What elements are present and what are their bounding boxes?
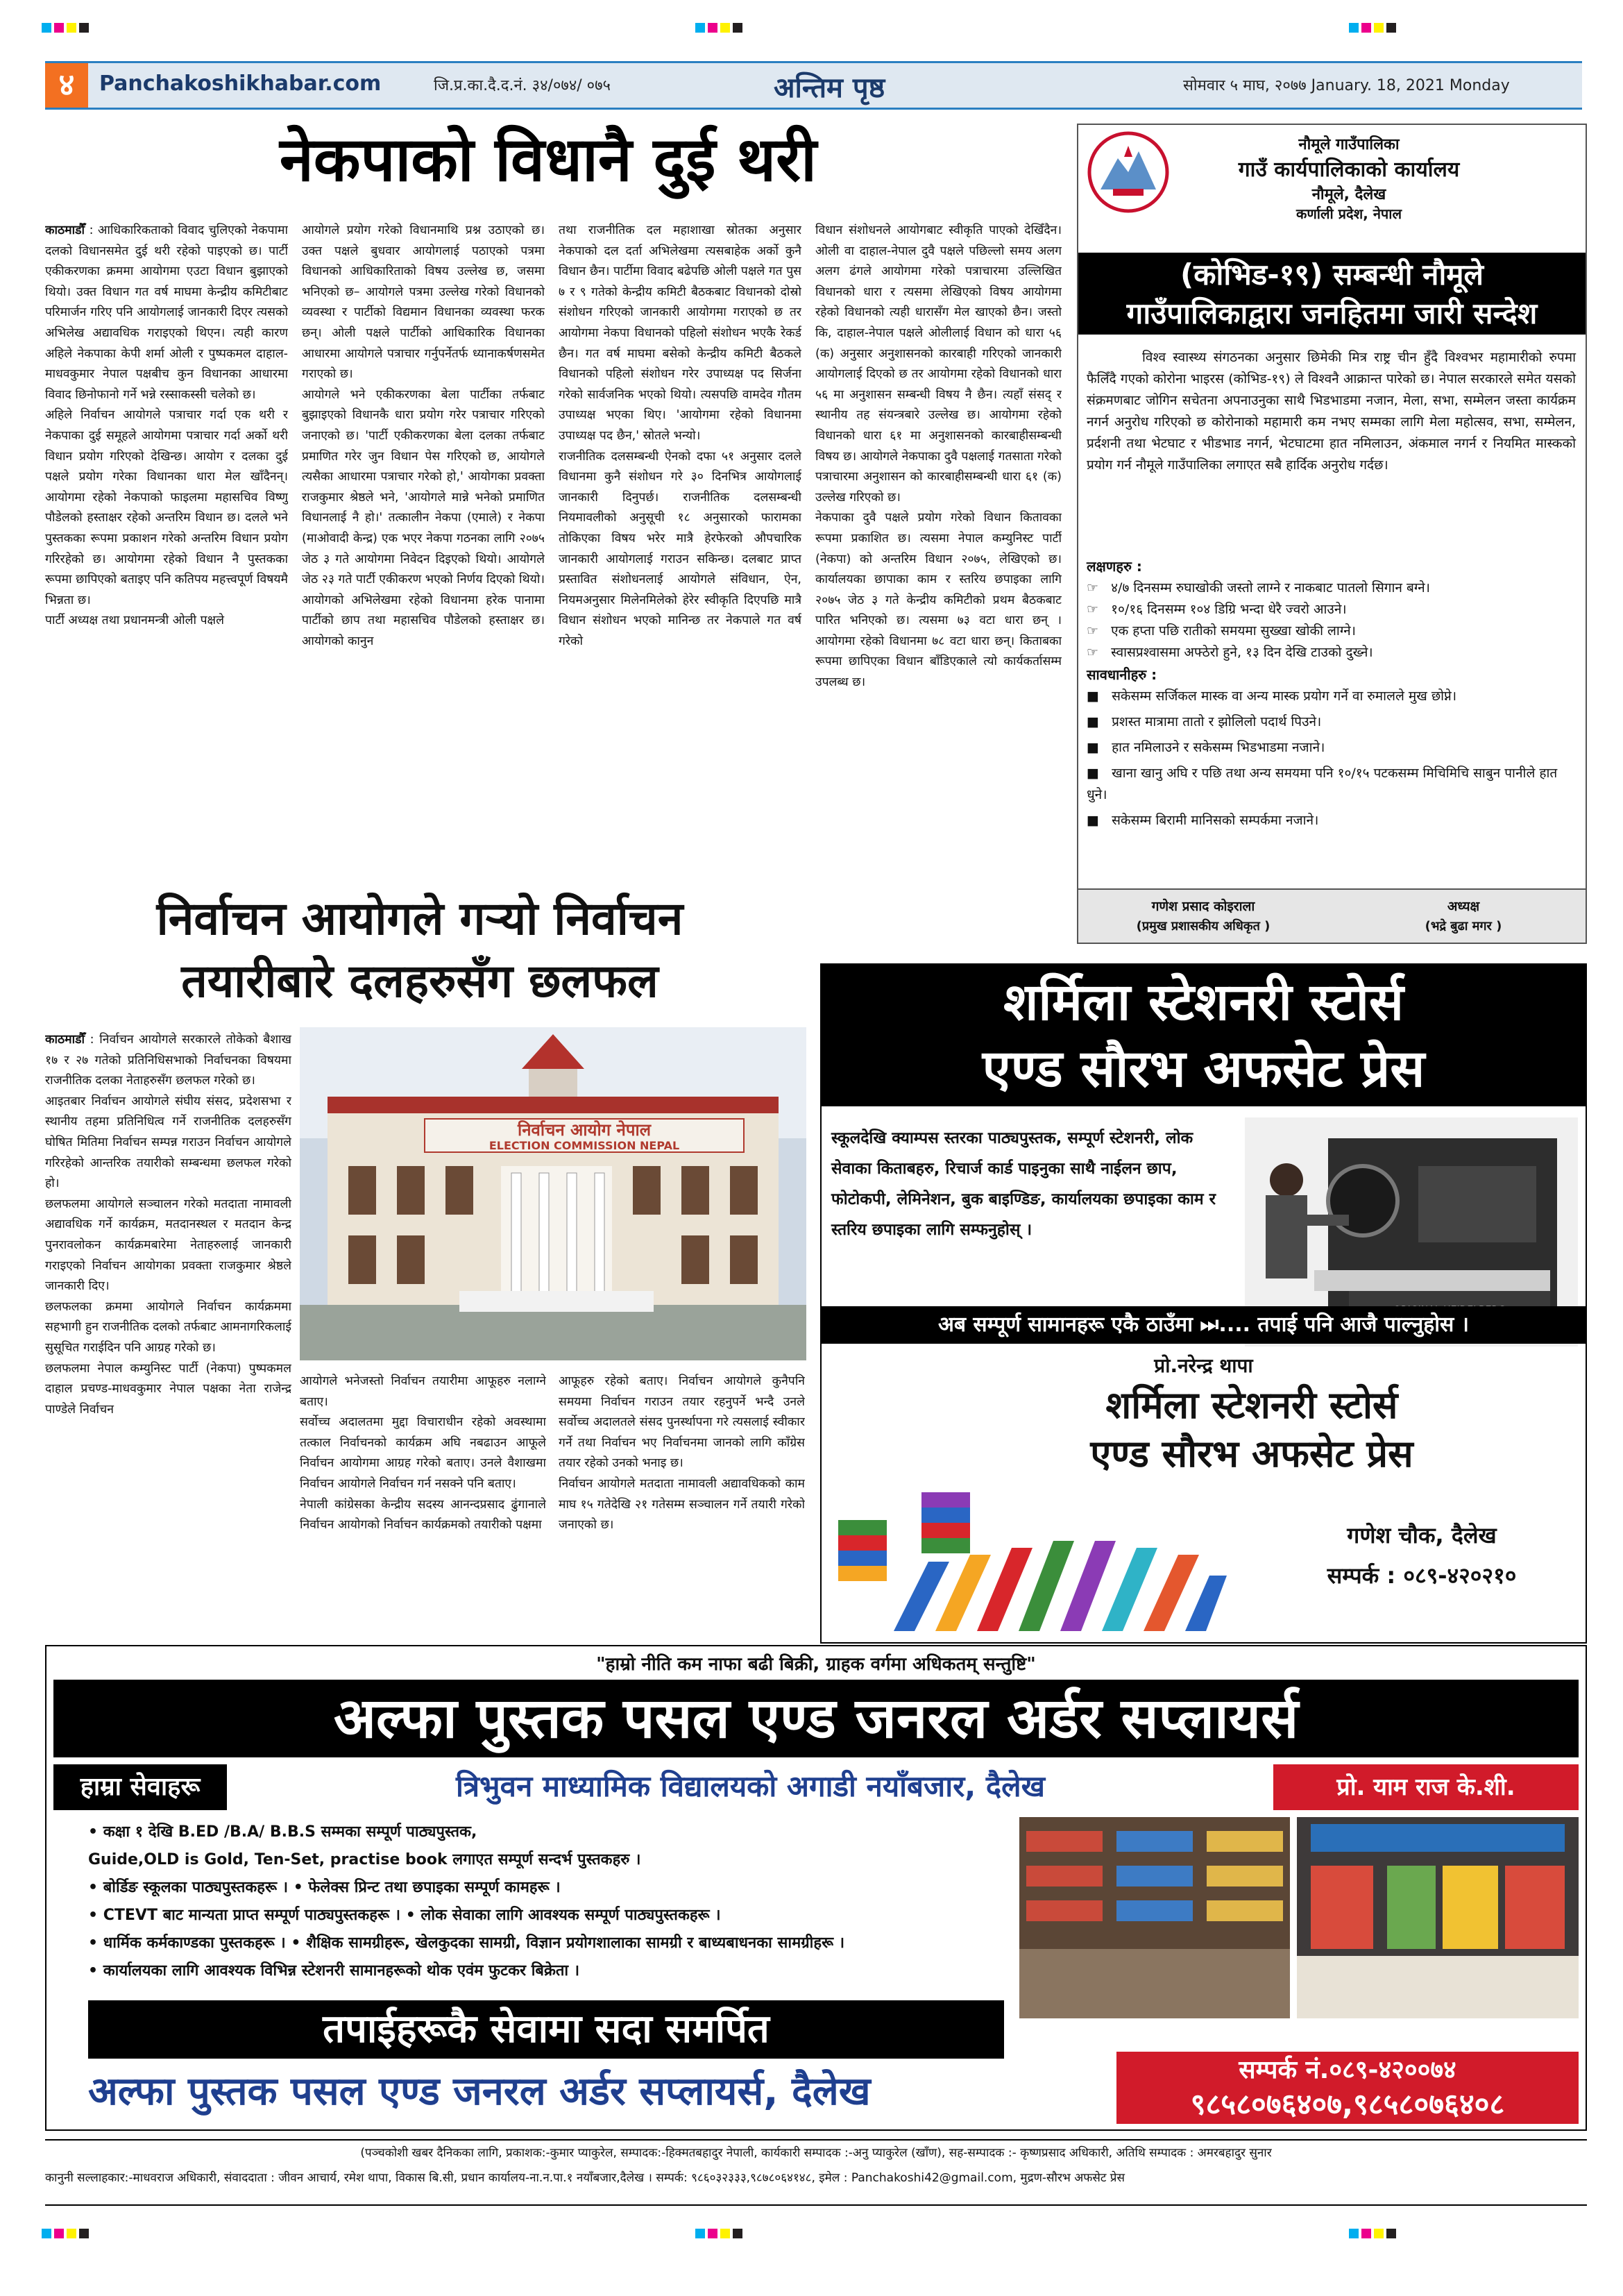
- registration-number: जि.प्र.का.दै.द.नं. ३४/०७४/ ०७५: [434, 77, 611, 94]
- article2-col1-text: काठमाडौँ : निर्वाचन आयोगले सरकारले तोकेको बैशाख १७ र २७ गतेको प्रतिनिधिसभाको निर्वाचनका विषयमा राजनीतिक दलका नेताहरुसँग छलफल गरेको छ। आइतबार निर्वाचन आयोगले संघीय संसद, प्रदेशसभा र स्थानीय तहमा प्रतिनिधित्व गर्ने राजनीतिक दलहरुसँग घोषित मितिमा निर्वाचन सम्पन्न गराउन निर्वाचन आयोगले गरिरहेको आन्तरिक तयारीको सम्बन्धमा छलफल गरेको हो। छलफलमा आयोगले सञ्चालन गरेको मतदाता नामावली अद्यावधिक गर्ने कार्यक्रम, मतदानस्थल र मतदान केन्द्र पुनरावलोकन कार्यक्रमबारेमा नेताहरुलाई जानकारी गराइएको निर्वाचन आयोगका प्रवक्ता राजकुमार श्रेष्ठले जानकारी दिए। छलफलका क्रममा आयोगले निर्वाचन कार्यक्रममा सहभागी हुन राजनीतिक दलको तर्फबाट आमनागरिकलाई सुसूचित गराईदिन पनि आग्रह गरेको छ। छलफलमा नेपाल कम्युनिस्ट पार्टी (नेकपा) पुष्पकमल दाहाल प्रचण्ड-माधवकुमार नेपाल पक्षका नेता राजेन्द्र पाण्डेले निर्वाचन: [45, 1033, 291, 1417]
- notice-signature-bar: [1078, 888, 1586, 943]
- article1-col4-text: विधान संशोधनले आयोगबाट स्वीकृति पाएको देखिँदैन। ओली वा दाहाल-नेपाल दुवै पक्षले पछिल्लो समय अलग अलग ढंगले आयोगमा गरेको पत्राचारमा उल्लिखित विधानको धारा र त्यसमा लेखिएको विषय आयोगमा रहेको विधानको त्यही धारासँग मेल खाएको छैन। जस्तो कि, दाहाल-नेपाल पक्षले ओलीलाई विधान को धारा ५६ (क) अनुसार अनुशासनको कारबाही गरिएको जानकारी आयोगलाई दिएको छ तर आयोगमा रहेको विधानको धारा ५६ मा अनुशासन सम्बन्धी विषय नै छैन। त्यहाँ संसद् र स्थानीय तह संयन्त्रबारे उल्लेख छ। आयोगमा रहेको विधानको धारा ६१ मा अनुशासनको कारबाहीसम्बन्धी विषय छ। आयोगले नेकपाका दुवै पक्षलाई गतसाता गरेको पत्राचारमा अनुशासन को कारबाहीसम्बन्धी धारा ६१ (क) उल्लेख गरिएको छ। नेकपाका दुवै पक्षले प्रयोग गरेको विधान कितावका रूपमा प्रकाशित छ। त्यसमा नेपाल कम्युनिस्ट पार्टी (नेकपा) को अन्तरिम विधान २०७५, लेखिएको छ। कार्यालयका छापाका काम र स्तरिय छपाइका लागि २०७५ जेठ ३ गते केन्द्रीय कमिटीको प्रथम बैठकबाट पारित भनिएको छ। त्यसमा ७३ वटा धारा छन् । आयोगमा रहेको विधानमा ७८ वटा धारा छन्। किताबका रूपमा छापिएका विधान बाँडिएकाले त्यो कार्यकर्तासम्म उपलब्ध छ।: [815, 223, 1062, 690]
- symptom-item: ☞ ४/७ दिनसम्म रुघाखोकी जस्तो लाग्ने र नाकबाट पातलो सिगान बग्ने।: [1087, 580, 1430, 596]
- article1-col3-text: तथा राजनीतिक दल महाशाखा स्रोतका अनुसार नेकपाको दल दर्ता अभिलेखमा त्यसबाहेक अर्को कुनै विधान छैन। पार्टीमा विवाद बढेपछि ओली पक्षले गत पुस ७ र ९ गतेको केन्द्रीय कमिटी बैठकबाट विधानको दोस्रो संशोधन गरिएको जानकारी आयोगमा गराएको छ तर आयोगमा नेकपा विधानको पहिलो संशोधन भएकै रेकर्ड छैन। गत वर्ष माघमा बसेको केन्द्रीय कमिटी बैठकले विधानको पहिलो संशोधन गरेर उपाध्यक्ष पद सिर्जना गरेको सार्वजनिक भएको थियो। त्यसपछि वामदेव गौतम उपाध्यक्ष भएका थिए। 'आयोगमा रहेको विधानमा उपाध्यक्ष पद छैन,' स्रोतले भन्यो। राजनीतिक दलसम्बन्धी ऐनको दफा ५१ अनुसार दलले विधानमा कुनै संशोधन गरे ३० दिनभित्र आयोगलाई जानकारी दिनुपर्छ। राजनीतिक दलसम्बन्धी नियमावलीको अनुसूची १८ अनुसारको फारामका तोकिएका विषय भरेर मात्रै हेरफेरको औपचारिक जानकारी आयोगलाई गराउन सकिन्छ। दलबाट प्राप्त प्रस्तावित संशोधनलाई आयोगले संविधान, ऐन, नियमअनुसार मिलेनमिलेको हेरेर स्वीकृति दिएपछि मात्रै विधान संशोधन भएको मानिन्छ तर नेकपाले गत वर्ष गरेको: [559, 223, 801, 648]
- notice-symptoms-title: लक्षणहरु :: [1087, 558, 1142, 575]
- bookshop-photo-2: [1297, 1817, 1579, 2018]
- square-bullet-icon: ■: [1087, 689, 1099, 704]
- nepal-emblem-icon: [1087, 130, 1170, 214]
- stationery-tagline-bar: [822, 1306, 1586, 1344]
- article2-headline-line2: तयारीबारे दलहरुसँग छलफल: [181, 954, 658, 1008]
- stationery-contact-label: सम्पर्क: [1327, 1562, 1379, 1589]
- hand-pointer-icon: ☞: [1087, 602, 1099, 617]
- article1-headline: नेकपाको विधानै दुई थरी: [280, 124, 817, 195]
- square-bullet-icon: ■: [1087, 714, 1099, 729]
- bookshop-photo-1: [1019, 1817, 1290, 2018]
- bookshop-phones[interactable]: ९८५८०७६४०७,९८५८०७६४०८: [1190, 2087, 1505, 2121]
- symptom-item: ☞ १०/१६ दिनसम्म १०४ डिग्रि भन्दा धेरै ज्वरो आउने।: [1087, 602, 1347, 617]
- notice-province: कर्णाली प्रदेश, नेपाल: [1295, 205, 1402, 222]
- symptom-item: ☞ स्वासप्रश्वासमा अफ्ठेरो हुने, १३ दिन देखि टाउको दुख्ने।: [1087, 645, 1373, 660]
- notice-title-line1: (कोभिड-१९) सम्बन्धी नौमूले: [1180, 258, 1484, 292]
- bookshop-item: • बोर्डिङ स्कूलका पाठ्यपुस्तकहरू । • फेलेक्स प्रिन्ट तथा छपाइका सम्पूर्ण कामहरू ।: [88, 1879, 561, 1896]
- photo-sign-english: ELECTION COMMISSION NEPAL: [488, 1139, 680, 1152]
- stationery-tagline: अब सम्पूर्ण सामानहरू एकै ठाउँमा ⏭.... तपाई पनि आजै पाल्नुहोस ।: [937, 1312, 1470, 1337]
- stationery-services: स्कूलदेखि क्याम्पस स्तरका पाठ्यपुस्तक, सम्पूर्ण स्टेशनरी, लोक सेवाका किताबहरु, रिचार्ज कार्ड पाइनुका साथै नाईलन छाप, फोटोकपी, लेमिनेशन, बुक बाइण्डिङ, कार्यालयका छपाइका काम र स्तरिय छपाइका लागि सम्फनुहोस् ।: [831, 1129, 1216, 1239]
- bookshop-services-label: हाम्रा सेवाहरू: [80, 1773, 201, 1801]
- notice-place: नौमूले, दैलेख: [1311, 186, 1386, 203]
- bullet-dot-icon: •: [88, 1907, 99, 1924]
- imprint-line2: कानुनी सल्लाहकार:-माधवराज अधिकारी, संवाददाता : जीवन आचार्य, रमेश थापा, विकास बि.सी, प्रधान कार्यालय-ना.न.पा.१ नयाँबजार,दैलेख । सम्पर्क: ९८६०३२३३३,९८७८०६४१४८, इमेल : Panchakoshi42@gmail.com, मुद्रण-सौरभ अफसेट प्रेस: [45, 2171, 1125, 2185]
- election-commission-photo: [300, 1027, 806, 1360]
- stationery-ad-title-line2: एण्ड सौरभ अफसेट प्रेस: [982, 1039, 1425, 1099]
- bookshop-slogan-box: [88, 2000, 1004, 2059]
- hand-pointer-icon: ☞: [1087, 645, 1099, 660]
- article2-column-2: [300, 1371, 546, 1649]
- square-bullet-icon: ■: [1087, 813, 1099, 828]
- bookshop-services-tab: [53, 1764, 227, 1810]
- stationery-name-line2: एण्ड सौरभ अफसेट प्रेस: [1090, 1432, 1413, 1476]
- page-header: [45, 61, 1582, 110]
- precaution-item: ■ सकेसम्म बिरामी मानिसको सम्पर्कमा नजाने।: [1087, 813, 1319, 828]
- bullet-dot-icon: •: [88, 1962, 99, 1980]
- bookshop-contact-box: [1116, 2052, 1579, 2124]
- stationery-ad-title-line1: शर्मिला स्टेशनरी स्टोर्स: [1003, 972, 1404, 1032]
- bookshop-quote: "हाम्रो नीति कम नाफा बढी बिक्री, ग्राहक वर्गमा अधिकतम् सन्तुष्टि": [596, 1654, 1036, 1675]
- issue-date: सोमवार ५ माघ, २०७७ January. 18, 2021 Monday: [1183, 77, 1510, 94]
- bookshop-proprietor: प्रो. याम राज के.शी.: [1336, 1773, 1515, 1801]
- article1-column-3: [559, 221, 801, 868]
- article2-col2-text: आयोगले भनेजस्तो निर्वाचन तयारीमा आफूहरु नलाग्ने बताए। सर्वोच्च अदालतमा मुद्दा विचाराधीन रहेको अवस्थामा तत्काल निर्वाचनको कार्यक्रम अघि नबढाउन आफूले निर्वाचन आयोगमा आग्रह गरेको बताए। उनले वैशाखमा निर्वाचन आयोगले निर्वाचन गर्न नसक्ने पनि बताए। नेपाली कांग्रेसका केन्द्रीय सदस्य आनन्दप्रसाद ढुंगानाले निर्वाचन आयोगको निर्वाचन कार्यक्रमको तयारीको पक्षमा: [300, 1374, 546, 1533]
- signatory-2-title: (भद्रे बुढा मगर ): [1425, 919, 1502, 934]
- precaution-item: ■ सकेसम्म सर्जिकल मास्क वा अन्य मास्क प्रयोग गर्ने वा रुमालले मुख छोप्ने।: [1087, 689, 1457, 704]
- article1-column-4: [815, 221, 1062, 949]
- bookshop-item: • धार्मिक कर्मकाण्डका पुस्तकहरू । • शैक्षिक सामग्रीहरू, खेलकुदका सामग्री, विज्ञान प्रयोगशालाका सामग्री र बाध्यबाधनका सामग्रीहरू ।: [88, 1934, 845, 1952]
- signatory-1-name: गणेश प्रसाद कोइराला: [1151, 899, 1255, 914]
- site-name[interactable]: Panchakoshikhabar.com: [99, 71, 382, 96]
- bookshop-footer-name: अल्फा पुस्तक पसल एण्ड जनरल अर्डर सप्लायर्स, दैलेख: [88, 2069, 871, 2114]
- bookshop-ad: [45, 1645, 1587, 2131]
- signatory-2-name: अध्यक्ष: [1447, 899, 1480, 914]
- section-title: अन्तिम पृष्ठ: [774, 72, 885, 104]
- bookshop-items: [88, 1818, 1046, 1985]
- article2-col3-text: आफूहरु रहेको बताए। निर्वाचन आयोगले कुनैपनि समयमा निर्वाचन गराउन तयार रहनुपर्ने भन्दै उनले सर्वोच्च अदालतले संसद पुनर्स्थापना गरे त्यसलाई स्वीकार गर्ने तथा निर्वाचन भए निर्वाचनमा जानको लागि काँग्रेस तयार रहेको उनको भनाइ छ। निर्वाचन आयोगले मतदाता नामावली अद्यावधिकको काम माघ १५ गतेदेखि २१ गतेसम्म सञ्चालन गर्ने तयारी गरेको जनाएको छ।: [559, 1374, 805, 1533]
- bookshop-item: • CTEVT बाट मान्यता प्राप्त सम्पूर्ण पाठ्यपुस्तकहरू । • लोक सेवाका लागि आवश्यक सम्पूर्ण पाठ्यपुस्तकहरू ।: [88, 1907, 721, 1924]
- article2-column-1: [45, 1030, 291, 1641]
- square-bullet-icon: ■: [1087, 766, 1099, 781]
- bullet-dot-icon: •: [88, 1823, 99, 1841]
- article1-col1-text: काठमाडौँ : आधिकारिकताको विवाद चुलिएको नेकपामा दलको विधानसमेत दुई थरी रहेको पाइएको छ। पार्टी एकीकरणका क्रममा आयोगमा एउटा विधान बुझाएको थियो। उक्त विधान गत वर्ष माघमा केन्द्रीय कमिटीबाट परिमार्जन गरिए पनि आयोगलाई जानकारी दिएर त्यसको अभिलेख अद्यावधिक गराइएको थिएन। त्यही कारण अहिले नेकपाका केपी शर्मा ओली र पुष्पकमल दाहाल-माधवकुमार नेपाल पक्षबीच कुन विधानका आधारमा विवाद छिनोफानो गर्ने भन्ने रस्साकस्सी चलेको छ। अहिले निर्वाचन आयोगले पत्राचार गर्दा एक थरी र नेकपाका दुई समूहले आयोगमा पत्राचार गर्दा अर्को थरी विधान प्रयोग गरिएको देखिन्छ। आयोग र दलका दुई पक्षले प्रयोग गरेका विधानका धारा मेल खाँदैनन्। आयोगमा रहेको नेकपाको फाइलमा महासचिव विष्णु पौडेलको हस्ताक्षर रहेको अन्तरिम विधान छ। दलले भने पुस्तकका रूपमा प्रकाशन गरेको अन्तरिम विधान प्रयोग गरिरहेको छ। आयोगमा रहेको विधान नै पुस्तकका रूपमा छापिएको बताइए पनि कतिपय महत्त्वपूर्ण विषयमै भिन्नता छ। पार्टी अध्यक्ष तथा प्रधानमन्त्री ओली पक्षले: [45, 223, 288, 628]
- stationery-ad: [820, 963, 1587, 1644]
- notice-org: नौमूले गाउँपालिका: [1298, 136, 1400, 153]
- hand-pointer-icon: ☞: [1087, 623, 1099, 639]
- precaution-item: ■ प्रशस्त मात्रामा तातो र झोलिलो पदार्थ पिउने।: [1087, 714, 1322, 729]
- stationery-location: गणेश चौक, दैलेख: [1347, 1522, 1497, 1548]
- notice-office: गाउँ कार्यपालिकाको कार्यालय: [1238, 158, 1460, 182]
- photo-sign-nepali: निर्वाचन आयोग नेपाल: [518, 1120, 651, 1140]
- bookshop-contact-label: सम्पर्क नं.०८९-४२००७४: [1239, 2056, 1456, 2084]
- stationery-contact-number[interactable]: : ०८९-४२०२१०: [1386, 1562, 1517, 1589]
- imprint-line1: (पञ्चकोशी खबर दैनिकका लागि, प्रकाशक:-कुमार प्याकुरेल, सम्पादक:-हिक्मतबहादुर नेपाली, कार्यकारी सम्पादक :-अनु प्याकुरेल (खाँण), सह-सम्पादक :- कृष्णप्रसाद अधिकारी, अतिथि सम्पादक : अमरबहादुर सुनार: [360, 2146, 1272, 2160]
- bookshop-item: • कार्यालयका लागि आवश्यक विभिन्न स्टेशनरी सामानहरूको थोक एवंम फुटकर बिक्रेता ।: [88, 1962, 580, 1980]
- bookshop-item: • कक्षा १ देखि B.ED /B.A/ B.B.S सम्मका सम्पूर्ण पाठ्यपुस्तक,: [88, 1823, 477, 1841]
- article1-column-1: [45, 221, 288, 868]
- stationery-ad-title-box: [822, 965, 1586, 1106]
- registration-marks-top: [42, 22, 1582, 35]
- stationery-proprietor: प्रो.नरेन्द्र थापा: [1154, 1354, 1253, 1377]
- symptom-item: ☞ एक हप्ता पछि रातीको समयमा सुख्खा खोकी लाग्ने।: [1087, 623, 1356, 639]
- notice-title-box: [1078, 253, 1586, 335]
- precaution-item: ■ खाना खानु अघि र पछि तथा अन्य समयमा पनि १०/१५ पटकसम्म मिचिमिचि साबुन पानीले हात धुने।: [1087, 766, 1558, 802]
- article2-headline-line1: निर्वाचन आयोगले गऱ्यो निर्वाचन: [156, 892, 683, 945]
- bookshop-title: अल्फा पुस्तक पसल एण्ड जनरल अर्डर सप्लायर्स: [333, 1686, 1299, 1750]
- municipality-notice: [1077, 124, 1587, 944]
- bullet-dot-icon: •: [88, 1879, 99, 1896]
- article2-column-3: [559, 1371, 805, 1649]
- notice-intro: विश्व स्वास्थ्य संगठनका अनुसार छिमेकी मित्र राष्ट्र चीन हुँदै विश्वभर महामारीको रुपमा फैलिँदै गएको कोरोना भाइरस (कोभिड-१९) ले विश्वनै आक्रान्त पारेको छ। नेपाल सरकारले समेत यसको संक्रमणबाट जोगिन सचेतना अपनाउनुका साथै भिडभाडमा नजान, मेला, सभा, सम्मेलन जस्ता कार्यक्रम नगर्न अनुरोध गरिएको छ कोरोनाको महामारी कम नभए सम्मका लागि मेला महोत्सव, सभा, सम्मेलन, प्रर्दशनी तथा भेटघाट र भीडभाड नगर्न, भेटघाटमा हात नमिलाउन, अंकमाल नगर्न र नियमित मास्कको प्रयोग गर्न नौमूले गाउँपालिका लगाएत सबै हार्दिक अनुरोध गर्दछ।: [1087, 350, 1576, 473]
- hand-pointer-icon: ☞: [1087, 580, 1099, 596]
- article1-column-2: [302, 221, 545, 868]
- bookshop-item: Guide,OLD is Gold, Ten-Set, practise book लगाएत सम्पूर्ण सन्दर्भ पुस्तकहरु ।: [88, 1851, 641, 1868]
- article1-col2-text: आयोगले प्रयोग गरेको विधानमाथि प्रश्न उठाएको छ। उक्त पक्षले बुधवार आयोगलाई पठाएको पत्रमा विधानको आधिकारिताको विषय उल्लेख छ, जसमा भनिएको छ– आयोगले पत्रमा उल्लेख गरेको विधानको व्यवस्था र पार्टीको विद्यमान विधानका व्यवस्था फरक छन्। ओली पक्षले पार्टीको आधिकारिक विधानका आधारमा आयोगले पत्राचार गर्नुपर्नेतर्फ ध्यानाकर्षणसमेत गराएको छ। आयोगले भने एकीकरणका बेला पार्टीका तर्फबाट बुझाइएको विधानकै धारा प्रयोग गरेर पत्राचार गरिएको जनाएको छ। 'पार्टी एकीकरणका बेला दलका तर्फबाट प्रमाणित गरेर जुन विधान पेस गरिएको छ, आयोगले त्यसैका आधारमा पत्राचार गरेको हो,' आयोगका प्रवक्ता राजकुमार श्रेष्ठले भने, 'आयोगले मान्ने भनेको प्रमाणित विधानलाई नै हो।' तत्कालीन नेकपा (एमाले) र नेकपा (माओवादी केन्द्र) एक भएर नेकपा गठनका लागि २०७५ जेठ ३ गते आयोगमा निवेदन दिइएको थियो। आयोगले जेठ २३ गते पार्टी एकीकरण भएको निर्णय दिएको थियो। आयोगको अभिलेखमा रहेको विधानमा हरेक पानामा पार्टीको छाप तथा महासचिव पौडेलको हस्ताक्षर छ। आयोगको कानुन: [302, 223, 545, 648]
- notice-precautions-title: सावधानीहरु :: [1087, 666, 1157, 683]
- bookshop-slogan: तपाईहरूकै सेवामा सदा समर्पित: [323, 2007, 770, 2052]
- bookshop-address: त्रिभुवन माध्यामिक विद्यालयको अगाडी नयाँबजार, दैलेख: [456, 1769, 1045, 1803]
- page-number: ४: [45, 63, 88, 108]
- bullet-dot-icon: •: [88, 1934, 99, 1952]
- precaution-item: ■ हात नमिलाउने र सकेसम्म भिडभाडमा नजाने।: [1087, 740, 1325, 755]
- notice-symptoms-list: [1087, 577, 1576, 664]
- registration-marks-bottom: [42, 2228, 1582, 2240]
- stationery-contact-row: [1266, 1560, 1578, 1590]
- notice-precautions-list: [1087, 686, 1576, 832]
- books-illustration: [831, 1471, 1234, 1638]
- imprint: [45, 2139, 1587, 2206]
- stationery-name-line1: शर्मिला स्टेशनरी स्टोर्स: [1105, 1383, 1398, 1427]
- square-bullet-icon: ■: [1087, 740, 1099, 755]
- bookshop-proprietor-box: [1273, 1764, 1579, 1810]
- signatory-1-title: (प्रमुख प्रशासकीय अधिकृत ): [1136, 919, 1271, 934]
- notice-title-line2: गाउँपालिकाद्वारा जनहितमा जारी सन्देश: [1126, 296, 1538, 330]
- bookshop-title-box: [53, 1680, 1579, 1757]
